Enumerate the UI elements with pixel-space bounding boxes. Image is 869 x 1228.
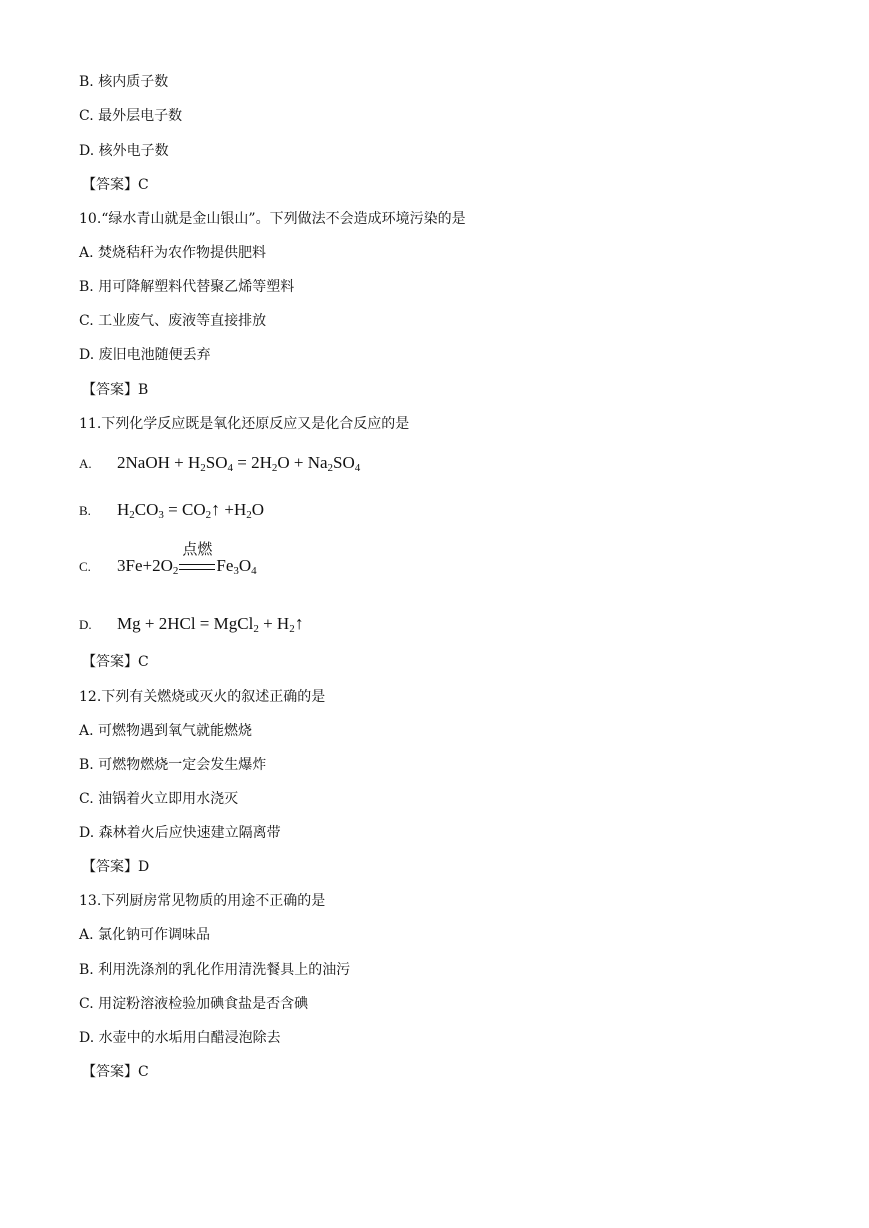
q12-option-a: A. 可燃物遇到氧气就能燃烧 bbox=[79, 723, 253, 739]
q11-answer: 【答案】C bbox=[82, 654, 149, 670]
q11-option-d bbox=[79, 614, 304, 634]
q10-option-b: B. 用可降解塑料代替聚乙烯等塑料 bbox=[79, 279, 295, 295]
q12-option-c: C. 油锅着火立即用水浇灭 bbox=[79, 791, 239, 807]
q10-answer: 【答案】B bbox=[82, 382, 149, 398]
q12-answer: 【答案】D bbox=[82, 859, 150, 875]
equation-d: Mg + 2HCl = MgCl$_2$ + $H_2↑$ bbox=[117, 613, 304, 635]
option-label: A. bbox=[79, 456, 92, 471]
reaction-condition bbox=[179, 540, 215, 576]
q10-option-d: D. 废旧电池随便丢弃 bbox=[79, 347, 211, 363]
option-label: D. bbox=[79, 617, 92, 632]
condition-label: 点燃 bbox=[182, 540, 213, 559]
q12-option-b: B. 可燃物燃烧一定会发生爆炸 bbox=[79, 757, 267, 773]
q9-option-b: B. 核内质子数 bbox=[79, 74, 169, 90]
q13-option-b: B. 利用洗涤剂的乳化作用清洗餐具上的油污 bbox=[79, 962, 351, 978]
q13-answer: 【答案】C bbox=[82, 1064, 149, 1080]
q13-option-c: C. 用淀粉溶液检验加碘食盐是否含碘 bbox=[79, 996, 309, 1012]
q12-option-d: D. 森林着火后应快速建立隔离带 bbox=[79, 825, 281, 841]
q9-option-c: C. 最外层电子数 bbox=[79, 108, 183, 124]
q13-option-d: D. 水壶中的水垢用白醋浸泡除去 bbox=[79, 1030, 281, 1046]
equation-c: $3Fe+2O_2$ 点燃 $Fe_3O_4$ bbox=[117, 540, 257, 577]
q12-stem: 12.下列有关燃烧或灭火的叙述正确的是 bbox=[79, 689, 326, 705]
option-label: B. bbox=[79, 503, 91, 518]
q9-option-d: D. 核外电子数 bbox=[79, 143, 169, 159]
option-label: C. bbox=[79, 559, 91, 574]
equation-b: $H_2CO_3$ = $CO_2↑ +H_2O$ bbox=[117, 499, 265, 521]
equal-bars bbox=[179, 564, 215, 570]
q10-option-c: C. 工业废气、废液等直接排放 bbox=[79, 313, 267, 329]
q10-stem: 10.“绿水青山就是金山银山”。下列做法不会造成环境污染的是 bbox=[79, 211, 466, 227]
q11-stem: 11.下列化学反应既是氧化还原反应又是化合反应的是 bbox=[79, 416, 410, 432]
q10-option-a: A. 焚烧秸秆为农作物提供肥料 bbox=[79, 245, 267, 261]
q11-option-a bbox=[79, 454, 360, 473]
q11-option-b bbox=[79, 500, 264, 520]
equation-a: 2NaOH + $H_2SO_4 = 2H_2O + Na_2SO_4$ bbox=[117, 453, 361, 474]
q11-option-c bbox=[79, 540, 257, 577]
q9-answer: 【答案】C bbox=[82, 177, 149, 193]
q13-option-a: A. 氯化钠可作调味品 bbox=[79, 927, 211, 943]
q13-stem: 13.下列厨房常见物质的用途不正确的是 bbox=[79, 893, 326, 909]
